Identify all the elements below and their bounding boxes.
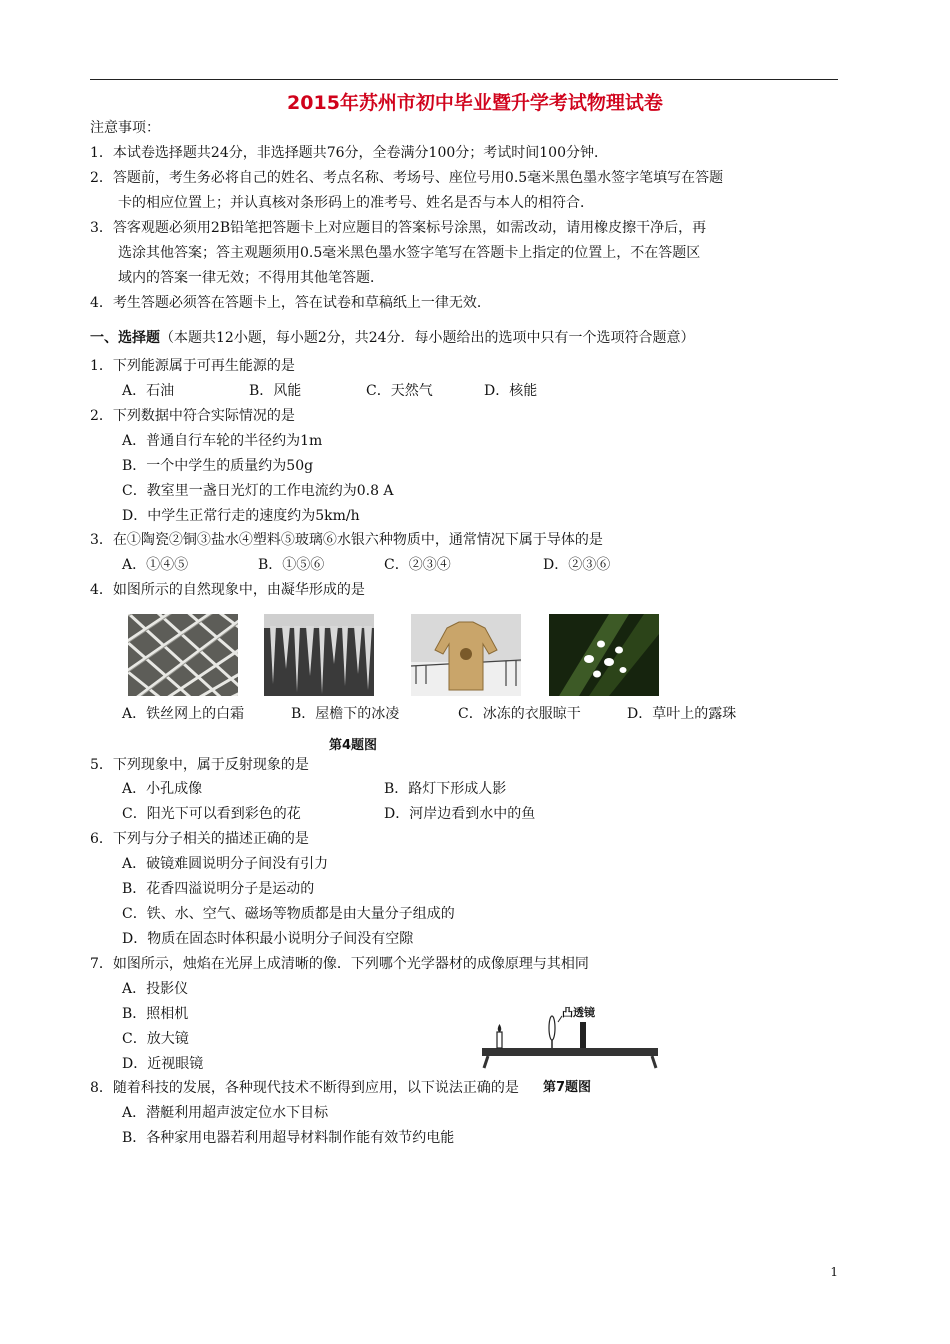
frozen-clothes-photo <box>411 614 521 696</box>
q6-stem: 6．下列与分子相关的描述正确的是 <box>90 831 309 847</box>
q1-option-a: A．石油 <box>122 383 175 399</box>
q8-option-b: B．各种家用电器若利用超导材料制作能有效节约电能 <box>122 1130 455 1146</box>
optical-bench-figure <box>478 1000 668 1070</box>
flame-icon <box>498 1024 502 1032</box>
page-title: 2015年苏州市初中毕业暨升学考试物理试卷 <box>287 92 663 114</box>
q7-stem: 7．如图所示，烛焰在光屏上成清晰的像．下列哪个光学器材的成像原理与其相同 <box>90 956 589 972</box>
q5-option-a: A．小孔成像 <box>122 781 203 797</box>
q5-stem: 5．下列现象中，属于反射现象的是 <box>90 757 309 773</box>
q3-option-b: B．①⑤⑥ <box>258 557 325 573</box>
q3-option-d: D．②③⑥ <box>543 557 611 573</box>
q4-option-d: D．草叶上的露珠 <box>627 706 737 722</box>
q1-option-b: B．风能 <box>249 383 302 399</box>
notice-item-2: 2．答题前，考生务必将自己的姓名、考点名称、考场号、座位号用0.5毫米黑色墨水签字笔填写在答题 <box>90 170 724 186</box>
q7-figure-caption: 第7题图 <box>543 1080 592 1095</box>
q7-option-c: C．放大镜 <box>122 1031 189 1047</box>
q2-stem: 2．下列数据中符合实际情况的是 <box>90 408 295 424</box>
q4-figure-caption: 第4题图 <box>329 738 378 753</box>
q8-option-a: A．潜艇利用超声波定位水下目标 <box>122 1105 329 1121</box>
q7-option-a: A．投影仪 <box>122 981 189 997</box>
q1-option-c: C．天然气 <box>366 383 433 399</box>
notice-item-3-cont2: 域内的答案一律无效；不得用其他笔答题． <box>118 270 384 286</box>
q3-stem: 3．在①陶瓷②铜③盐水④塑料⑤玻璃⑥水银六种物质中，通常情况下属于导体的是 <box>90 532 603 548</box>
q4-option-c: C．冰冻的衣服晾干 <box>458 706 581 722</box>
q2-option-b: B．一个中学生的质量约为50g <box>122 458 314 474</box>
q6-option-a: A．破镜难圆说明分子间没有引力 <box>122 856 329 872</box>
notice-item-1: 1．本试卷选择题共24分，非选择题共76分，全卷满分100分；考试时间100分钟． <box>90 145 608 161</box>
q3-option-c: C．②③④ <box>384 557 451 573</box>
q1-stem: 1．下列能源属于可再生能源的是 <box>90 358 295 374</box>
notice-item-4: 4．考生答题必须答在答题卡上，答在试卷和草稿纸上一律无效． <box>90 295 491 311</box>
q5-option-c: C．阳光下可以看到彩色的花 <box>122 806 301 822</box>
q5-option-d: D．河岸边看到水中的鱼 <box>384 806 536 822</box>
icicles-photo <box>264 614 374 696</box>
q4-stem: 4．如图所示的自然现象中，由凝华形成的是 <box>90 582 365 598</box>
convex-lens-icon <box>549 1016 555 1040</box>
notice-item-3-cont: 选涂其他答案；答主观题须用0.5毫米黑色墨水签字笔写在答题卡上指定的位置上，不在答题区 <box>118 245 701 261</box>
section-heading <box>90 328 695 348</box>
notice-item-3: 3．答客观题必须用2B铅笔把答题卡上对应题目的答案标号涂黑，如需改动，请用橡皮擦干净后，再 <box>90 220 707 236</box>
section-desc: （本题共12小题，每小题2分，共24分．每小题给出的选项中只有一个选项符合题意） <box>160 330 695 346</box>
q2-option-d: D．中学生正常行走的速度约为5km/h <box>122 508 360 524</box>
q7-option-b: B．照相机 <box>122 1006 189 1022</box>
q1-option-d: D．核能 <box>484 383 538 399</box>
q6-option-d: D．物质在固态时体积最小说明分子间没有空隙 <box>122 931 414 947</box>
header-rule <box>90 79 838 80</box>
q4-option-a: A．铁丝网上的白霜 <box>122 706 245 722</box>
section-label: 一、选择题 <box>90 330 160 346</box>
q6-option-c: C．铁、水、空气、磁场等物质都是由大量分子组成的 <box>122 906 455 922</box>
page-number: 1 <box>830 1265 838 1279</box>
notice-item-2-cont: 卡的相应位置上；并认真核对条形码上的准考号、姓名是否与本人的相符合． <box>118 195 594 211</box>
dew-on-grass-photo <box>549 614 659 696</box>
q8-stem: 8．随着科技的发展，各种现代技术不断得到应用，以下说法正确的是 <box>90 1080 519 1096</box>
candle-icon <box>497 1032 502 1048</box>
light-screen-icon <box>580 1022 586 1048</box>
frost-wire-mesh-photo <box>128 614 238 696</box>
q2-option-a: A．普通自行车轮的半径约为1m <box>122 433 323 449</box>
lens-label: 凸透镜 <box>562 1006 595 1019</box>
q3-option-a: A．①④⑤ <box>122 557 189 573</box>
q5-option-b: B．路灯下形成人影 <box>384 781 507 797</box>
q4-option-b: B．屋檐下的冰凌 <box>291 706 400 722</box>
q2-option-c: C．教室里一盏日光灯的工作电流约为0.8 A <box>122 483 394 499</box>
q6-option-b: B．花香四溢说明分子是运动的 <box>122 881 315 897</box>
notice-heading: 注意事项： <box>90 120 160 136</box>
q7-option-d: D．近视眼镜 <box>122 1056 204 1072</box>
